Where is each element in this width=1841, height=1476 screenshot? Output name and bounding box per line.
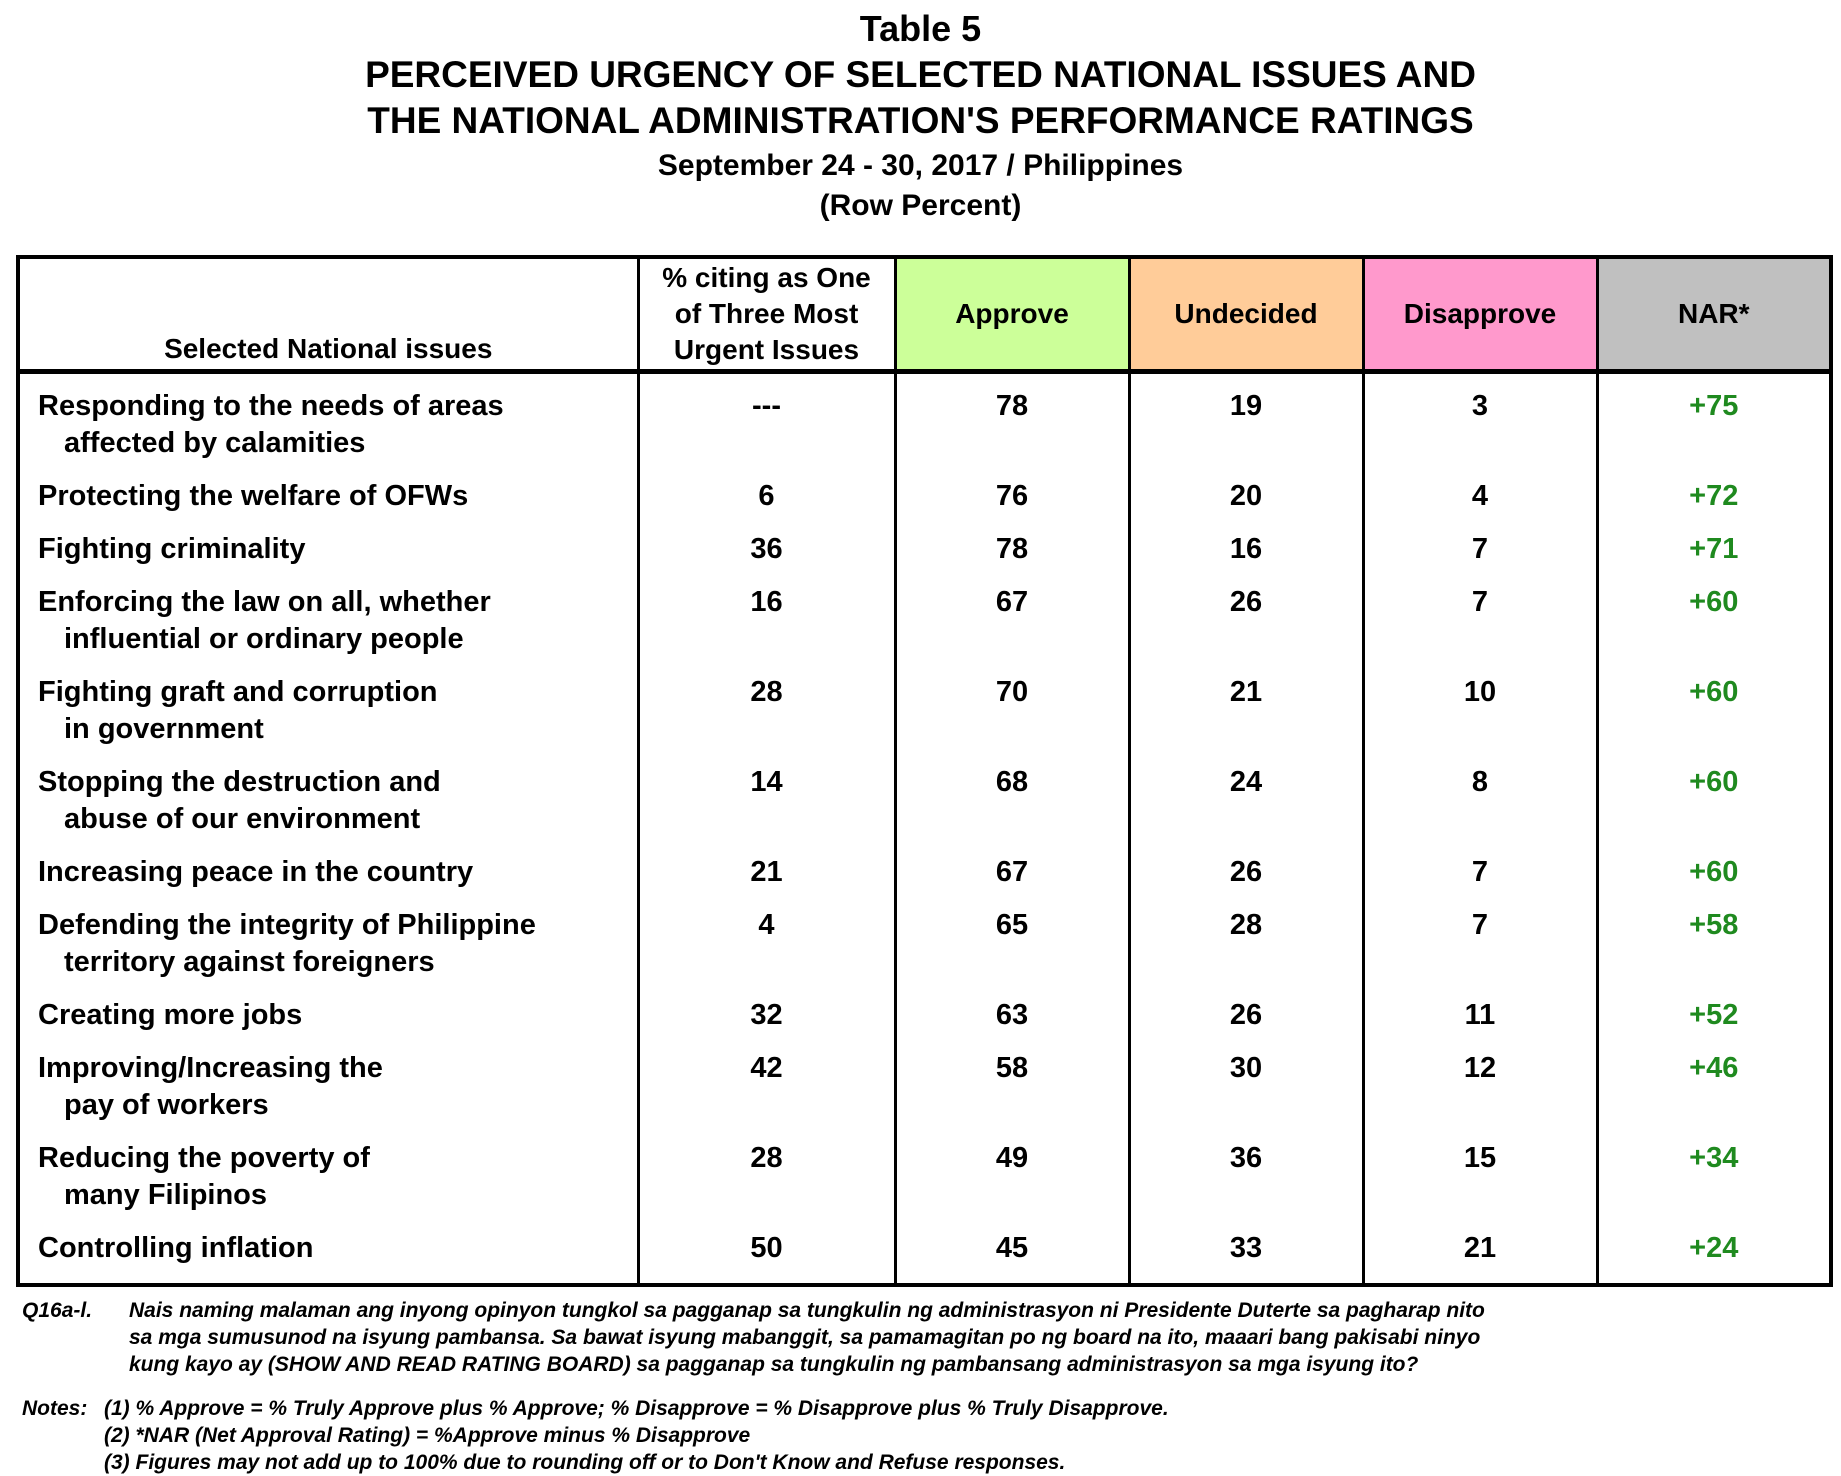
cell-issue <box>18 478 638 531</box>
cell-disapprove: 4 <box>1363 478 1597 531</box>
issue-line-1: Fighting criminality <box>38 533 306 565</box>
col-header-disapprove: Disapprove <box>1363 257 1597 372</box>
cell-nar: +60 <box>1597 764 1831 854</box>
issue-line-2: influential or ordinary people <box>64 623 464 655</box>
cell-nar: +71 <box>1597 531 1831 584</box>
cell-disapprove: 8 <box>1363 764 1597 854</box>
cell-urgent: 4 <box>638 907 895 997</box>
col-header-urgent: % citing as One of Three Most Urgent Issues <box>638 257 895 372</box>
cell-approve: 45 <box>895 1230 1129 1285</box>
notes-label: Notes: <box>22 1397 88 1420</box>
cell-urgent: 16 <box>638 584 895 674</box>
cell-undecided: 33 <box>1129 1230 1363 1285</box>
cell-nar: +75 <box>1597 372 1831 479</box>
cell-nar: +34 <box>1597 1140 1831 1230</box>
cell-nar: +52 <box>1597 997 1831 1050</box>
cell-disapprove: 12 <box>1363 1050 1597 1140</box>
question-line: kung kayo ay (SHOW AND READ RATING BOARD) sa pagganap sa tungkulin ng pambansang administrasyon sa mga isyung ito? <box>129 1353 1419 1376</box>
cell-undecided: 26 <box>1129 997 1363 1050</box>
issue-line-2: territory against foreigners <box>64 946 435 978</box>
issue-line-1: Protecting the welfare of OFWs <box>38 480 469 512</box>
cell-disapprove: 7 <box>1363 584 1597 674</box>
cell-urgent: 21 <box>638 854 895 907</box>
question-line: sa mga sumusunod na isyung pambansa. Sa bawat isyung mabanggit, sa pamamagitan po ng board na ito, maaari bang pakisabi ninyo <box>129 1326 1481 1349</box>
cell-urgent: 50 <box>638 1230 895 1285</box>
cell-nar: +72 <box>1597 478 1831 531</box>
cell-undecided: 28 <box>1129 907 1363 997</box>
issue-line-2: many Filipinos <box>64 1179 268 1211</box>
title-line-1: PERCEIVED URGENCY OF SELECTED NATIONAL ISSUES AND <box>365 54 1476 95</box>
cell-undecided: 21 <box>1129 674 1363 764</box>
issue-line-1: Increasing peace in the country <box>38 856 474 888</box>
cell-issue <box>18 584 638 674</box>
cell-nar: +60 <box>1597 674 1831 764</box>
cell-approve: 63 <box>895 997 1129 1050</box>
cell-issue <box>18 372 638 479</box>
unit-label: (Row Percent) <box>819 189 1022 222</box>
col-header-approve: Approve <box>895 257 1129 372</box>
cell-undecided: 26 <box>1129 584 1363 674</box>
col-header-undecided: Undecided <box>1129 257 1363 372</box>
cell-issue <box>18 854 638 907</box>
table-row <box>18 997 1831 1050</box>
cell-issue <box>18 674 638 764</box>
cell-undecided: 36 <box>1129 1140 1363 1230</box>
note-item: (2) *NAR (Net Approval Rating) = %Approve minus % Disapprove <box>104 1424 751 1447</box>
issue-line-1: Fighting graft and corruption <box>38 676 438 708</box>
cell-urgent: --- <box>638 372 895 479</box>
ratings-table <box>16 255 1833 1287</box>
cell-nar: +60 <box>1597 584 1831 674</box>
cell-approve: 67 <box>895 584 1129 674</box>
issue-line-1: Stopping the destruction and <box>38 766 441 798</box>
cell-undecided: 30 <box>1129 1050 1363 1140</box>
table-label: Table 5 <box>859 8 982 49</box>
notes <box>22 1395 1822 1476</box>
cell-issue <box>18 531 638 584</box>
issue-line-2: abuse of our environment <box>64 803 421 835</box>
survey-question <box>22 1297 1822 1378</box>
cell-nar: +60 <box>1597 854 1831 907</box>
title-line-2: THE NATIONAL ADMINISTRATION'S PERFORMANCE RATINGS <box>367 100 1474 141</box>
cell-approve: 78 <box>895 372 1129 479</box>
table-row <box>18 531 1831 584</box>
cell-urgent: 28 <box>638 1140 895 1230</box>
col-header-issue: Selected National issues <box>18 257 638 372</box>
col-header-nar: NAR* <box>1597 257 1831 372</box>
issue-line-1: Responding to the needs of areas <box>38 390 504 422</box>
note-item: (3) Figures may not add up to 100% due to rounding off or to Don't Know and Refuse responses. <box>104 1451 1066 1474</box>
table-row <box>18 854 1831 907</box>
issue-line-1: Reducing the poverty of <box>38 1142 370 1174</box>
table-row <box>18 907 1831 997</box>
cell-approve: 78 <box>895 531 1129 584</box>
issue-line-1: Improving/Increasing the <box>38 1052 383 1084</box>
cell-approve: 68 <box>895 764 1129 854</box>
issue-line-2: in government <box>64 713 264 745</box>
cell-urgent: 36 <box>638 531 895 584</box>
cell-disapprove: 15 <box>1363 1140 1597 1230</box>
cell-issue <box>18 1050 638 1140</box>
table-row <box>18 1050 1831 1140</box>
cell-nar: +58 <box>1597 907 1831 997</box>
cell-urgent: 28 <box>638 674 895 764</box>
cell-undecided: 24 <box>1129 764 1363 854</box>
cell-issue <box>18 1140 638 1230</box>
table-row <box>18 1140 1831 1230</box>
cell-issue <box>18 1230 638 1285</box>
cell-disapprove: 3 <box>1363 372 1597 479</box>
cell-issue <box>18 907 638 997</box>
issue-line-1: Creating more jobs <box>38 999 303 1031</box>
cell-urgent: 6 <box>638 478 895 531</box>
issue-line-1: Enforcing the law on all, whether <box>38 586 491 618</box>
issue-line-1: Defending the integrity of Philippine <box>38 909 536 941</box>
cell-undecided: 19 <box>1129 372 1363 479</box>
table-row <box>18 674 1831 764</box>
table-row <box>18 584 1831 674</box>
cell-urgent: 14 <box>638 764 895 854</box>
table-row <box>18 1230 1831 1285</box>
table-row <box>18 372 1831 479</box>
question-line: Nais naming malaman ang inyong opinyon tungkol sa pagganap sa tungkulin ng administrasyon ni Presidente Duterte sa pagharap nito <box>129 1299 1485 1322</box>
subtitle: September 24 - 30, 2017 / Philippines <box>657 149 1184 182</box>
cell-approve: 65 <box>895 907 1129 997</box>
table-row <box>18 478 1831 531</box>
question-label: Q16a-l. <box>22 1299 93 1322</box>
cell-urgent: 42 <box>638 1050 895 1140</box>
cell-disapprove: 11 <box>1363 997 1597 1050</box>
cell-urgent: 32 <box>638 997 895 1050</box>
cell-issue <box>18 997 638 1050</box>
note-item: (1) % Approve = % Truly Approve plus % Approve; % Disapprove = % Disapprove plus % Truly Disapprove. <box>104 1397 1169 1420</box>
table-header <box>0 6 1841 226</box>
issue-line-1: Controlling inflation <box>38 1232 314 1264</box>
cell-issue <box>18 764 638 854</box>
table-body <box>18 372 1831 1286</box>
cell-disapprove: 7 <box>1363 907 1597 997</box>
cell-approve: 49 <box>895 1140 1129 1230</box>
header-row <box>18 257 1831 372</box>
table-row <box>18 764 1831 854</box>
cell-nar: +24 <box>1597 1230 1831 1285</box>
cell-undecided: 20 <box>1129 478 1363 531</box>
cell-disapprove: 7 <box>1363 531 1597 584</box>
cell-approve: 67 <box>895 854 1129 907</box>
cell-undecided: 26 <box>1129 854 1363 907</box>
cell-approve: 76 <box>895 478 1129 531</box>
issue-line-2: affected by calamities <box>64 427 366 459</box>
cell-disapprove: 7 <box>1363 854 1597 907</box>
cell-disapprove: 21 <box>1363 1230 1597 1285</box>
cell-disapprove: 10 <box>1363 674 1597 764</box>
issue-line-2: pay of workers <box>64 1089 269 1121</box>
cell-approve: 70 <box>895 674 1129 764</box>
cell-nar: +46 <box>1597 1050 1831 1140</box>
cell-approve: 58 <box>895 1050 1129 1140</box>
cell-undecided: 16 <box>1129 531 1363 584</box>
